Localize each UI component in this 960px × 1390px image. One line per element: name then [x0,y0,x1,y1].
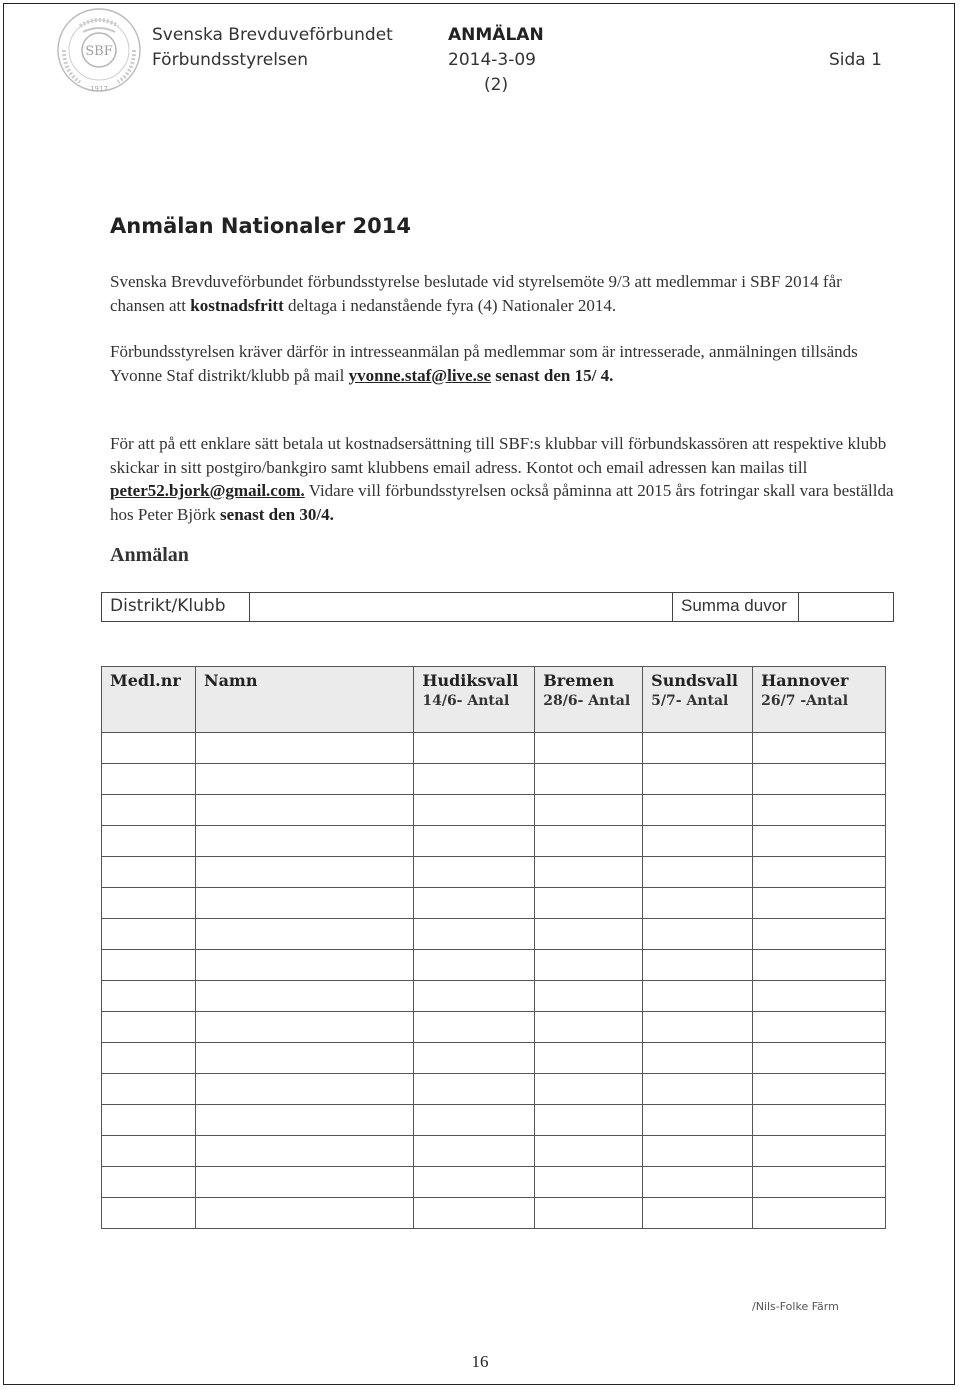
table-cell[interactable] [535,1074,643,1105]
email-link-peter[interactable]: peter52.bjork@gmail.com. [110,481,305,500]
table-cell[interactable] [643,950,753,981]
table-cell[interactable] [753,1136,886,1167]
page-title: Anmälan Nationaler 2014 [110,214,411,238]
org-name: Svenska Brevduveförbundet [152,25,393,45]
table-cell[interactable] [195,764,413,795]
table-cell[interactable] [414,1167,535,1198]
table-row [102,1167,886,1198]
table-cell[interactable] [195,919,413,950]
table-row [102,1136,886,1167]
table-cell[interactable] [195,981,413,1012]
table-cell[interactable] [414,1012,535,1043]
table-cell[interactable] [414,764,535,795]
svg-text:1917: 1917 [90,85,108,93]
table-cell[interactable] [102,795,196,826]
sbf-logo [50,6,148,94]
table-cell[interactable] [753,764,886,795]
paragraph-decision [110,270,900,317]
table-cell[interactable] [102,1105,196,1136]
table-cell[interactable] [102,1074,196,1105]
table-cell[interactable] [535,1012,643,1043]
table-cell[interactable] [102,826,196,857]
table-cell[interactable] [195,1074,413,1105]
table-cell[interactable] [414,981,535,1012]
table-cell[interactable] [535,1043,643,1074]
table-cell[interactable] [535,1136,643,1167]
table-cell[interactable] [414,919,535,950]
doc-date: 2014-3-09 [448,50,536,70]
table-cell[interactable] [643,1198,753,1229]
table-cell[interactable] [753,1198,886,1229]
table-cell[interactable] [643,1136,753,1167]
table-cell[interactable] [102,1012,196,1043]
table-cell[interactable] [753,857,886,888]
sum-label: Summa duvor [673,593,799,621]
table-cell[interactable] [535,857,643,888]
table-cell[interactable] [643,1074,753,1105]
table-cell[interactable] [643,764,753,795]
table-cell[interactable] [753,1105,886,1136]
table-cell[interactable] [102,733,196,764]
table-cell[interactable] [414,1043,535,1074]
club-field[interactable] [250,593,673,621]
table-cell[interactable] [643,1043,753,1074]
table-cell[interactable] [195,1136,413,1167]
table-cell[interactable] [102,1136,196,1167]
table-cell[interactable] [535,764,643,795]
table-cell[interactable] [643,1012,753,1043]
table-cell[interactable] [195,795,413,826]
table-cell[interactable] [414,826,535,857]
table-cell[interactable] [535,919,643,950]
table-cell[interactable] [414,795,535,826]
table-cell[interactable] [643,1105,753,1136]
table-cell[interactable] [535,795,643,826]
table-cell[interactable] [195,1167,413,1198]
table-cell[interactable] [414,857,535,888]
table-cell[interactable] [195,1012,413,1043]
table-cell[interactable] [102,888,196,919]
table-cell[interactable] [535,888,643,919]
sum-field[interactable] [799,593,893,621]
table-row [102,826,886,857]
doc-type: ANMÄLAN [448,25,544,45]
table-cell[interactable] [535,826,643,857]
table-cell[interactable] [414,888,535,919]
table-row [102,1198,886,1229]
table-row [102,888,886,919]
paragraph-registration [110,340,900,387]
table-cell[interactable] [414,1105,535,1136]
table-cell[interactable] [195,1198,413,1229]
table-cell[interactable] [535,1167,643,1198]
table-row [102,764,886,795]
table-cell[interactable] [195,1043,413,1074]
table-cell[interactable] [753,795,886,826]
table-cell[interactable] [102,764,196,795]
table-row [102,1105,886,1136]
text: deltaga i nedanstående fyra (4) Nationaler 2014. [283,295,617,315]
table-row [102,1043,886,1074]
table-cell[interactable] [535,1198,643,1229]
table-cell[interactable] [195,733,413,764]
table-cell[interactable] [414,733,535,764]
table-row [102,919,886,950]
text: Vidare vill förbundsstyrelsen också påminna att 2015 års fotringar skall vara beställda hos Peter Björk [110,481,894,524]
table-header-row [102,667,886,733]
table-row [102,950,886,981]
table-cell[interactable] [414,950,535,981]
table-cell[interactable] [102,919,196,950]
table-cell[interactable] [753,888,886,919]
table-cell[interactable] [102,981,196,1012]
page-number: 16 [471,1352,489,1371]
text: För att på ett enklare sätt betala ut kostnadsersättning till SBF:s klubbar vill förbundskassören att respektive klubb skickar in sitt postgiro/bankgiro samt klubbens email adress. Kontot och email adressen kan mailas till [110,434,887,477]
svg-text:SBF: SBF [85,44,113,59]
table-cell[interactable] [102,857,196,888]
table-cell[interactable] [414,1198,535,1229]
header-hannover: Hannover 26/7 -Antal [753,667,886,733]
table-cell[interactable] [753,919,886,950]
copy-number: (2) [484,75,509,95]
table-row [102,1012,886,1043]
table-cell[interactable] [753,981,886,1012]
board-name: Förbundsstyrelsen [152,50,309,70]
email-link-yvonne[interactable]: yvonne.staf@live.se [348,365,491,385]
page-indicator: Sida 1 [829,50,882,70]
table-cell[interactable] [102,1198,196,1229]
document-page [3,3,955,1385]
table-cell[interactable] [643,857,753,888]
table-cell[interactable] [753,826,886,857]
table-cell[interactable] [643,1167,753,1198]
table-cell[interactable] [643,795,753,826]
table-cell[interactable] [535,950,643,981]
table-cell[interactable] [643,826,753,857]
deadline-rings: senast den 30/4. [220,504,334,524]
table-row [102,733,886,764]
table-cell[interactable] [535,1105,643,1136]
table-cell[interactable] [195,950,413,981]
table-cell[interactable] [414,1074,535,1105]
table-cell[interactable] [753,950,886,981]
header-name: Namn [195,667,413,733]
table-row [102,1074,886,1105]
club-form [101,592,894,622]
club-label: Distrikt/Klubb [102,593,250,621]
table-row [102,857,886,888]
table-cell[interactable] [102,1043,196,1074]
table-cell[interactable] [535,733,643,764]
table-cell[interactable] [414,1136,535,1167]
header-bremen: Bremen 28/6- Antal [535,667,643,733]
table-cell[interactable] [195,1105,413,1136]
registration-table [101,666,886,1229]
table-cell[interactable] [535,981,643,1012]
header-hudiksvall: Hudiksvall 14/6- Antal [414,667,535,733]
paragraph-payment [110,432,900,526]
table-cell[interactable] [753,1167,886,1198]
text: Förbundsstyrelsen kräver därför in intresseanmälan på medlemmar som är intresserade, anmälningen tillsänds Yvonne Staf distrikt/klubb på mail [110,342,858,385]
section-title: Anmälan [110,544,189,566]
table-row [102,981,886,1012]
table-row [102,795,886,826]
table-cell[interactable] [102,1167,196,1198]
table-cell[interactable] [643,888,753,919]
table-cell[interactable] [753,1012,886,1043]
table-cell[interactable] [195,826,413,857]
table-cell[interactable] [643,733,753,764]
table-cell[interactable] [753,1043,886,1074]
text: Svenska Brevduveförbundet förbundsstyrelse beslutade vid styrelsemöte 9/3 att medlemmar i SBF 2014 får chansen att [110,272,842,315]
table-cell[interactable] [102,950,196,981]
deadline-registration: senast den 15/ 4. [491,365,614,385]
signature: /Nils-Folke Färm [752,1300,839,1313]
table-cell[interactable] [195,857,413,888]
bold-free: kostnadsfritt [190,295,284,315]
table-cell[interactable] [195,888,413,919]
header-member-no: Medl.nr [102,667,196,733]
header-sundsvall: Sundsvall 5/7- Antal [643,667,753,733]
table-cell[interactable] [643,919,753,950]
table-cell[interactable] [753,733,886,764]
table-cell[interactable] [753,1074,886,1105]
table-cell[interactable] [643,981,753,1012]
